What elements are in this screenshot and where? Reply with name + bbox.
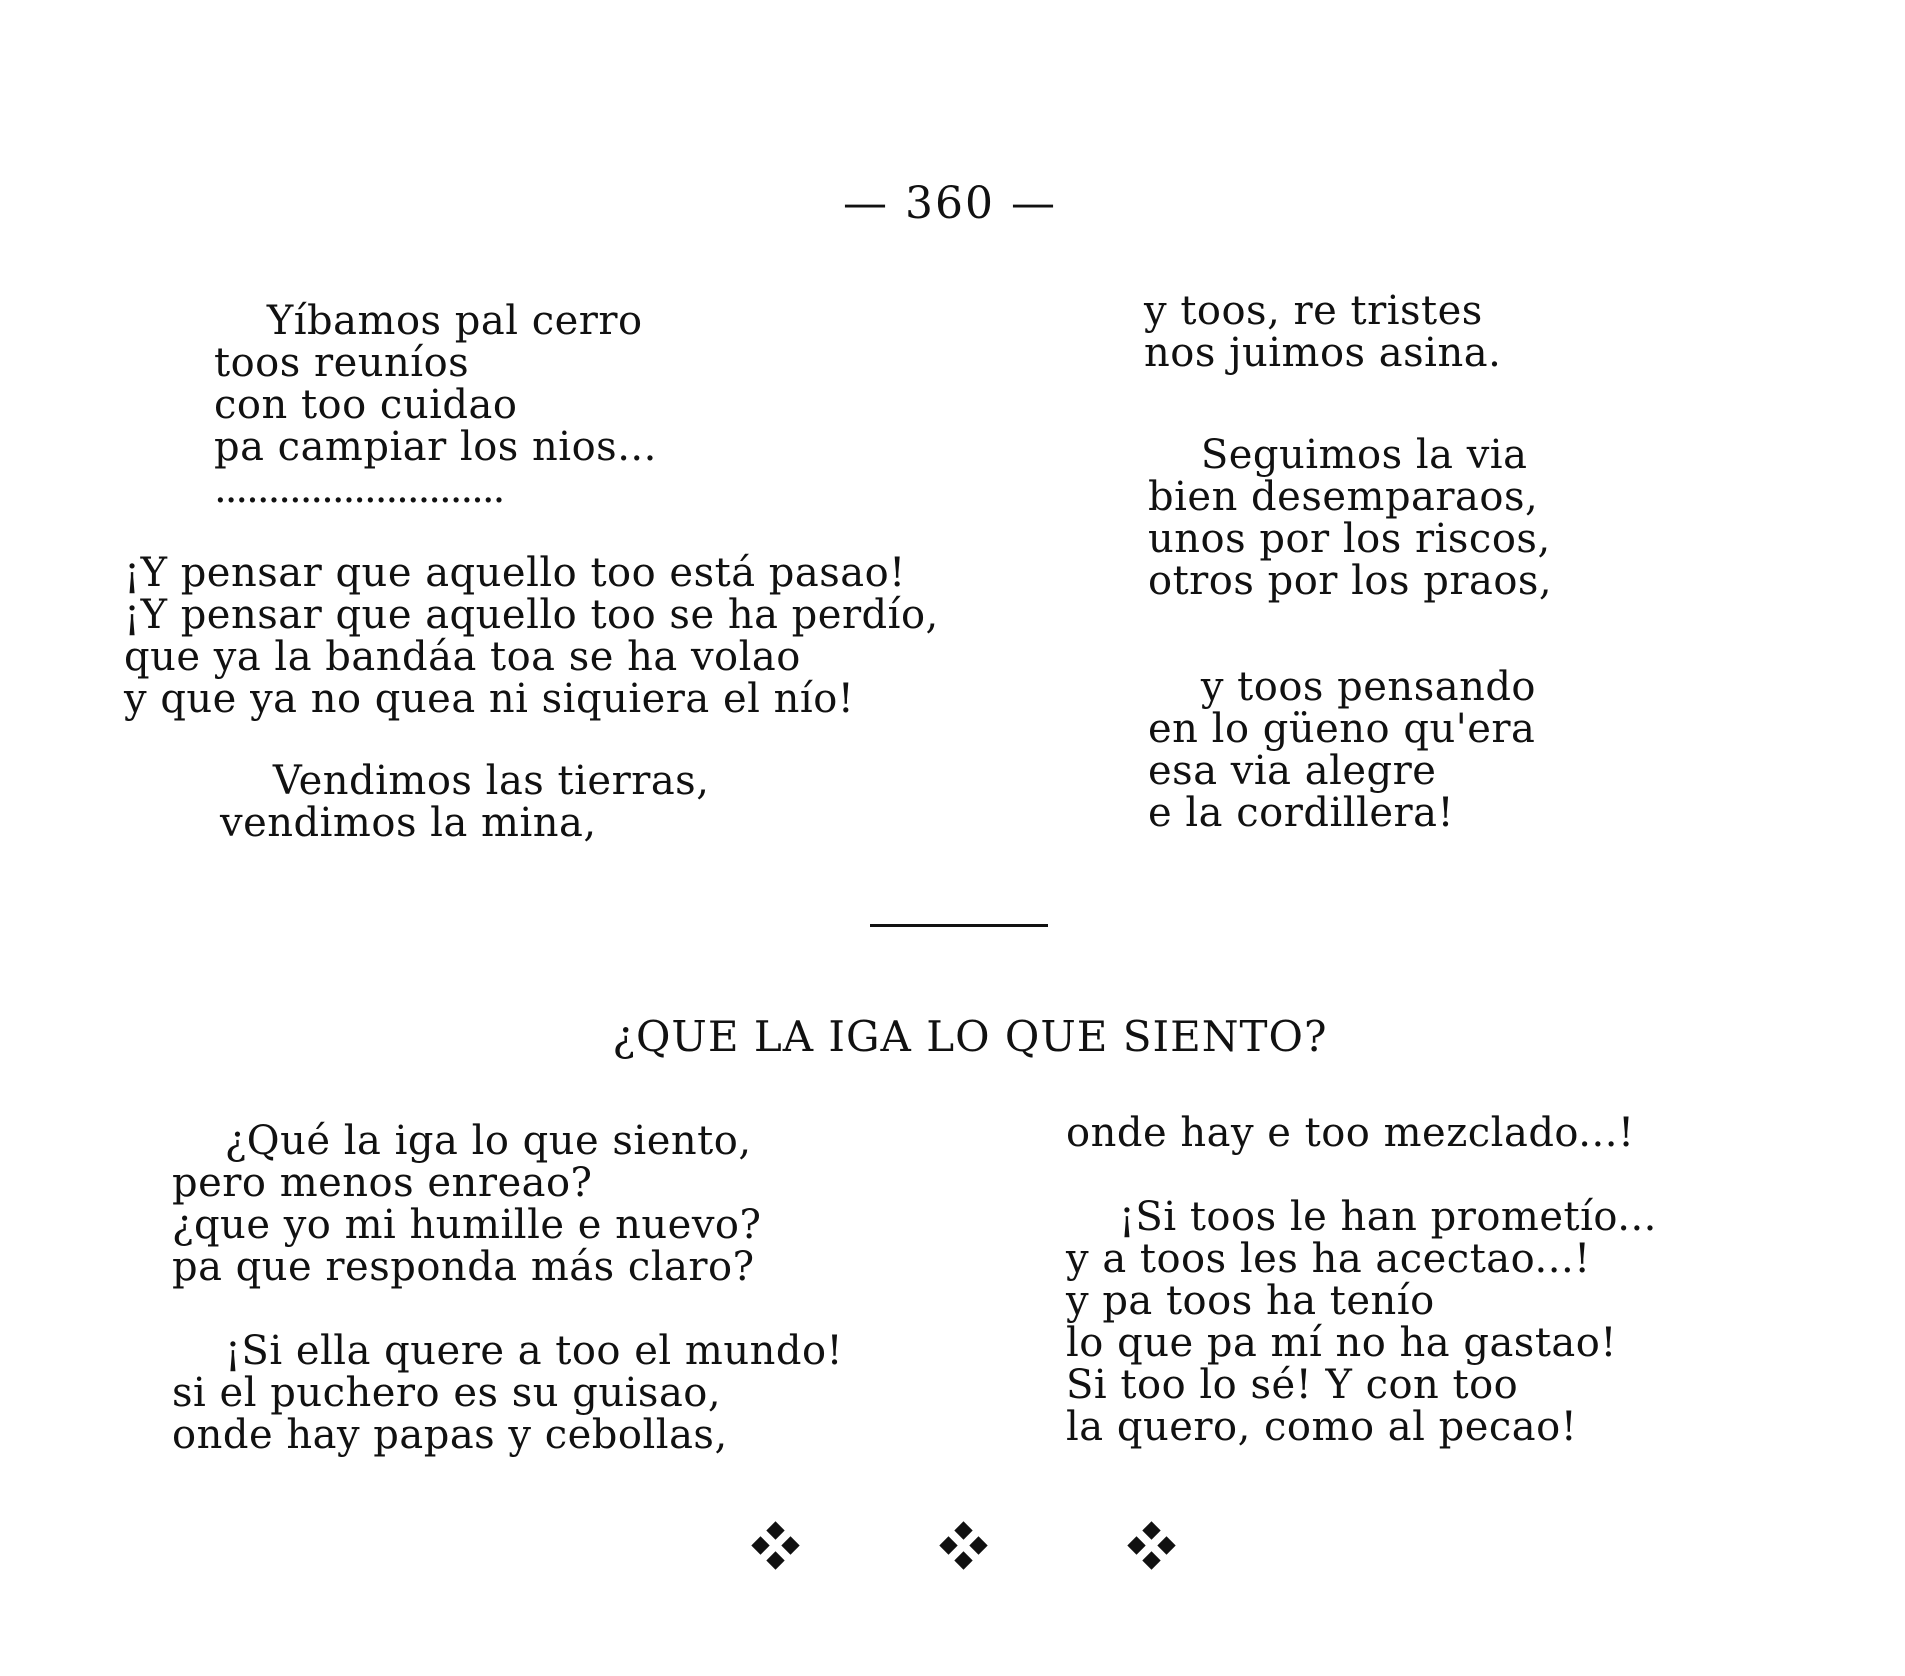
verse-line: esa via alegre xyxy=(1148,748,1437,794)
verse-line: vendimos la mina, xyxy=(220,800,597,846)
verse-line: y que ya no quea ni siquiera el nío! xyxy=(124,676,855,722)
verse-line: y toos pensando xyxy=(1148,664,1537,710)
verse-line: y a toos les ha acectao...! xyxy=(1066,1236,1591,1282)
verse-line: onde hay papas y cebollas, xyxy=(172,1412,728,1458)
poem2-stanza-3 xyxy=(1066,1112,1635,1154)
ornament-row xyxy=(700,1520,1260,1580)
poem1-stanza-1 xyxy=(214,300,657,510)
verse-line: ¿que yo mi humille e nuevo? xyxy=(172,1202,762,1248)
fleuron-icon xyxy=(938,1520,990,1572)
verse-line: y toos, re tristes xyxy=(1144,288,1483,334)
verse-line: bien desemparaos, xyxy=(1148,474,1539,520)
verse-line: onde hay e too mezclado...! xyxy=(1066,1110,1635,1156)
poem1-stanza-6 xyxy=(1148,666,1536,834)
verse-line: e la cordillera! xyxy=(1148,790,1455,836)
ellipsis-line: ........................... xyxy=(214,466,504,512)
verse-line: toos reuníos xyxy=(214,340,470,386)
section-divider xyxy=(870,924,1048,927)
verse-line: pa que responda más claro? xyxy=(172,1244,755,1290)
poem2-stanza-1 xyxy=(172,1120,761,1288)
verse-line: con too cuidao xyxy=(214,382,518,428)
poem1-stanza-2 xyxy=(124,552,939,720)
verse-line: lo que pa mí no ha gastao! xyxy=(1066,1320,1617,1366)
verse-line: Yíbamos pal cerro xyxy=(214,298,643,344)
verse-line: unos por los riscos, xyxy=(1148,516,1551,562)
verse-line: pa campiar los nios... xyxy=(214,424,657,470)
verse-line: la quero, como al pecao! xyxy=(1066,1404,1578,1450)
verse-line: ¡Si ella quere a too el mundo! xyxy=(172,1328,844,1374)
verse-line: otros por los praos, xyxy=(1148,558,1553,604)
verse-line: ¿Qué la iga lo que siento, xyxy=(172,1118,752,1164)
verse-line: pero menos enreao? xyxy=(172,1160,593,1206)
verse-line: Vendimos las tierras, xyxy=(220,758,710,804)
verse-line: nos juimos asina. xyxy=(1144,330,1502,376)
verse-line: Si too lo sé! Y con too xyxy=(1066,1362,1519,1408)
verse-line: ¡Y pensar que aquello too se ha perdío, xyxy=(124,592,939,638)
poem2-stanza-4 xyxy=(1066,1196,1657,1448)
poem2-stanza-2 xyxy=(172,1330,843,1456)
fleuron-icon xyxy=(1126,1520,1178,1572)
verse-line: ¡Y pensar que aquello too está pasao! xyxy=(124,550,906,596)
page-number: — 360 — xyxy=(843,178,1057,229)
poem1-stanza-5 xyxy=(1148,434,1552,602)
verse-line: que ya la bandáa toa se ha volao xyxy=(124,634,801,680)
poem1-stanza-4 xyxy=(1144,290,1501,374)
fleuron-icon xyxy=(750,1520,802,1572)
verse-line: ¡Si toos le han prometío... xyxy=(1066,1194,1657,1240)
verse-line: si el puchero es su guisao, xyxy=(172,1370,722,1416)
verse-line: en lo güeno qu'era xyxy=(1148,706,1536,752)
poem-title: ¿QUE LA IGA LO QUE SIENTO? xyxy=(612,1012,1328,1061)
verse-line: Seguimos la via xyxy=(1148,432,1528,478)
verse-line: y pa toos ha tenío xyxy=(1066,1278,1435,1324)
poem1-stanza-3 xyxy=(220,760,709,844)
